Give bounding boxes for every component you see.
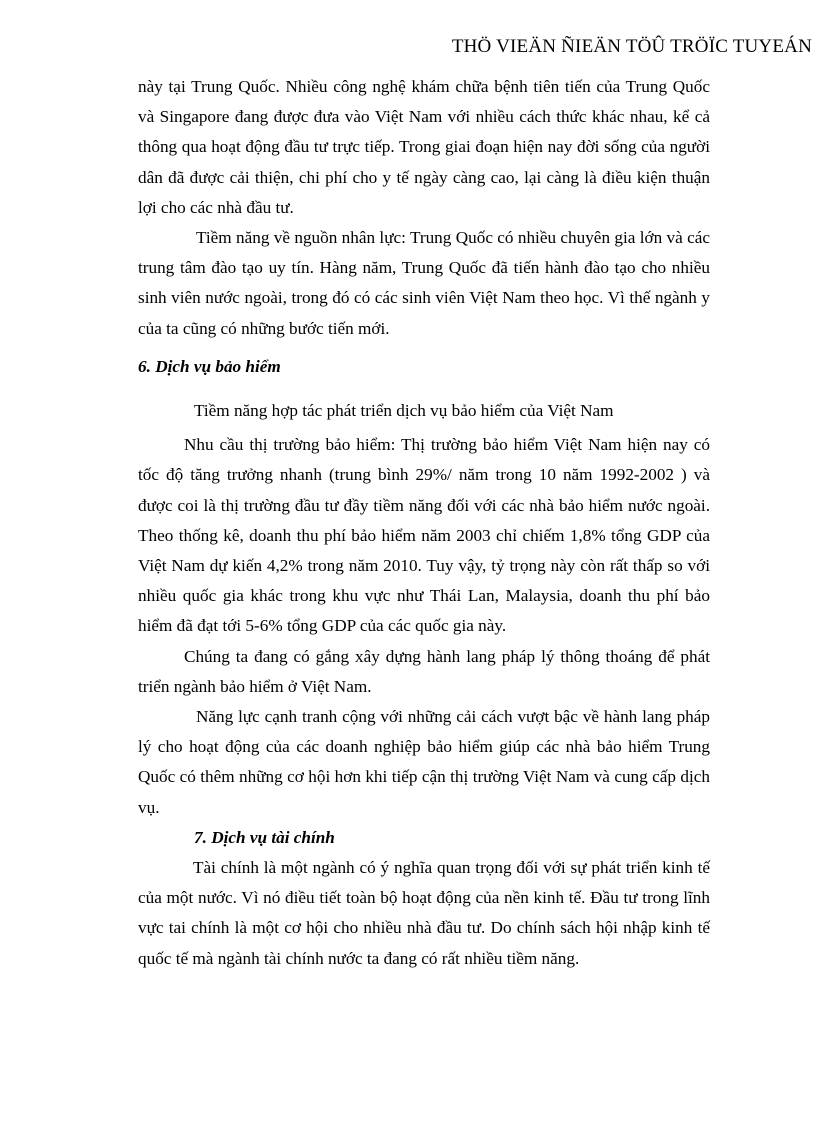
- section-heading-insurance: 6. Dịch vụ bảo hiểm: [138, 356, 281, 376]
- paragraph-legal-framework: Chúng ta đang có gắng xây dựng hành lang pháp lý thông thoáng để phát triển ngành bảo hiểm ở Việt Nam.: [138, 646, 710, 696]
- paragraph-insurance-demand: Nhu cầu thị trường bảo hiểm: Thị trường bảo hiểm Việt Nam hiện nay có tốc độ tăng trưởng nhanh (trung bình 29%/ năm trong 10 năm 1992-2002 ) và được coi là thị trường đầu tư đầy tiềm năng đối với các nhà bảo hiểm nước ngoài. Theo thống kê, doanh thu phí bảo hiểm năm 2003 chỉ chiếm 1,8% tổng GDP của Việt Nam dự kiến 4,2% trong năm 2010. Tuy vậy, tỷ trọng này còn rất thấp so với nhiều quốc gia khác trong khu vực như Thái Lan, Malaysia, doanh thu phí bảo hiểm đã đạt tới 5-6% tổng GDP của các quốc gia này.: [138, 435, 710, 636]
- paragraph-human-resources: Tiềm năng về nguồn nhân lực: Trung Quốc có nhiều chuyên gia lớn và các trung tâm đào tạo uy tín. Hàng năm, Trung Quốc đã tiến hành đào tạo cho nhiều sinh viên nước ngoài, trong đó có các sinh viên Việt Nam theo học. Vì thế ngành y của ta cũng có những bước tiến mới.: [138, 228, 710, 338]
- insurance-subtitle: Tiềm năng hợp tác phát triển dịch vụ bảo hiểm của Việt Nam: [194, 401, 614, 421]
- page-header: THÖ VIEÄN ÑIEÄN TÖÛ TRÖÏC TUYEÁN: [451, 36, 812, 57]
- document-body: [138, 72, 710, 974]
- paragraph-competitiveness: Năng lực cạnh tranh cộng với những cải cách vượt bậc về hành lang pháp lý cho hoạt động của các doanh nghiệp bảo hiểm giúp các nhà bảo hiểm Trung Quốc có thêm những cơ hội hơn khi tiếp cận thị trường Việt Nam và cung cấp dịch vụ.: [138, 707, 710, 817]
- paragraph-finance: Tài chính là một ngành có ý nghĩa quan trọng đối với sự phát triển kinh tế của một nước. Vì nó điều tiết toàn bộ hoạt động của nền kinh tế. Đầu tư trong lĩnh vực tai chính là một cơ hội cho nhiều nhà đầu tư. Do chính sách hội nhập kinh tế quốc tế mà ngành tài chính nước ta đang có rất nhiều tiềm năng.: [138, 858, 710, 968]
- section-heading-finance: 7. Dịch vụ tài chính: [194, 827, 335, 847]
- paragraph-healthcare-tech: này tại Trung Quốc. Nhiều công nghệ khám chữa bệnh tiên tiến của Trung Quốc và Singapore đang được đưa vào Việt Nam với nhiều cách thức khác nhau, kể cả thông qua hoạt động đầu tư trực tiếp. Trong giai đoạn hiện nay đời sống của người dân đã được cải thiện, chi phí cho y tế ngày càng cao, lại càng là điều kiện thuận lợi cho các nhà đầu tư.: [138, 77, 710, 217]
